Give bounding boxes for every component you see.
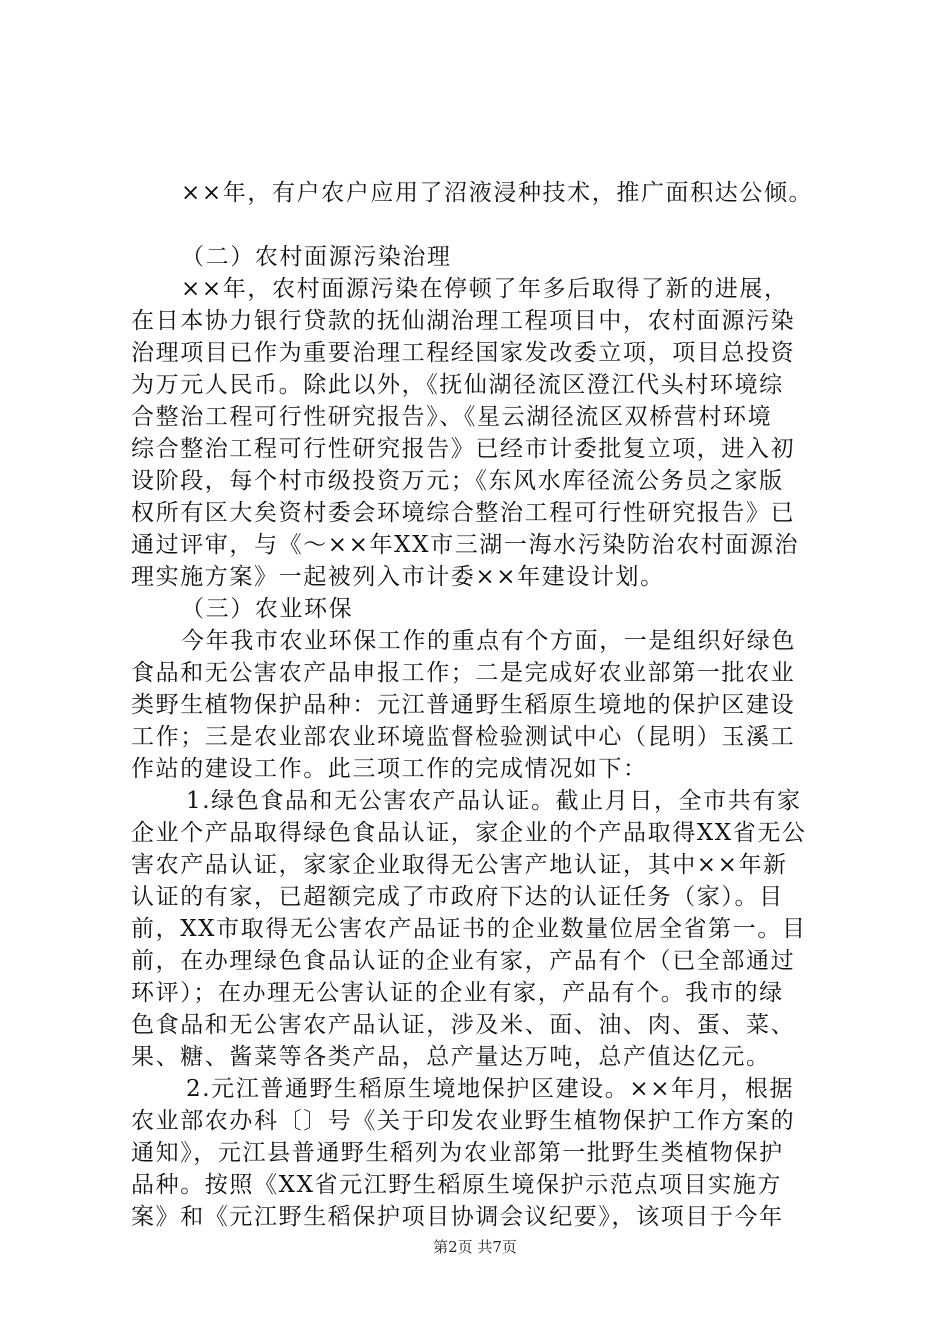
text-line: 权所有区大矣资村委会环境综合整治工程可行性研究报告》已 (131, 500, 796, 526)
text-line: 合整治工程可行性研究报告》、《星云湖径流区双桥营村环境 (131, 404, 773, 430)
text-line: 设阶段，每个村市级投资万元；《东风水库径流公务员之家版 (131, 468, 784, 494)
text-line: 1.绿色食品和无公害农产品认证。截止月日，全市共有家 (186, 788, 802, 814)
text-line: 在日本协力银行贷款的抚仙湖治理工程项目中，农村面源污染 (131, 308, 796, 334)
text-line: 色食品和无公害农产品认证，涉及米、面、油、肉、蛋、菜、 (131, 1012, 796, 1038)
text-line: 理实施方案》一起被列入市计委××年建设计划。 (131, 564, 665, 590)
text-line: 治理项目已作为重要治理工程经国家发改委立项，项目总投资 (131, 340, 796, 366)
section-heading: （三）农业环保 (181, 596, 354, 622)
text-line: 果、糖、酱菜等各类产品，总产量达万吨，总产值达亿元。 (131, 1044, 771, 1070)
text-line: ××年，农村面源污染在停顿了年多后取得了新的进展， (181, 276, 789, 302)
text-line: 通过评审，与《～××年XX市三湖一海水污染防治农村面源治 (131, 532, 800, 558)
text-line: 2.元江普通野生稻原生境地保护区建设。××年月，根据 (186, 1076, 795, 1102)
text-line: 通知》，元江县普通野生稻列为农业部第一批野生类植物保护 (131, 1140, 784, 1166)
text-line: 类野生植物保护品种：元江普通野生稻原生境地的保护区建设 (131, 692, 796, 718)
text-line: ××年，有户农户应用了沼液浸种技术，推广面积达公倾。 (181, 180, 814, 206)
text-line: 害农产品认证，家家企业取得无公害产地认证，其中××年新 (131, 852, 788, 878)
page-number-footer: 第2页 共7页 (433, 1238, 517, 1256)
text-line: 认证的有家，已超额完成了市政府下达的认证任务（家）。目 (131, 884, 784, 910)
text-line: 企业个产品取得绿色食品认证，家企业的个产品取得XX省无公 (131, 820, 807, 846)
text-line: 环评）；在办理无公害认证的企业有家，产品有个。我市的绿 (131, 980, 784, 1006)
text-line: 前，在办理绿色食品认证的企业有家，产品有个（已全部通过 (131, 948, 796, 974)
text-line: 今年我市农业环保工作的重点有个方面，一是组织好绿色 (181, 628, 796, 654)
text-line: 品种。按照《XX省元江野生稻原生境保护示范点项目实施方 (131, 1172, 782, 1198)
text-line: 作站的建设工作。此三项工作的完成情况如下： (131, 756, 648, 782)
text-line: 农业部农办科〔〕号《关于印发农业野生植物保护工作方案的 (131, 1108, 796, 1134)
text-line: 食品和无公害农产品申报工作；二是完成好农业部第一批农业 (131, 660, 796, 686)
text-line: 案》和《元江野生稻保护项目协调会议纪要》，该项目于今年 (131, 1204, 784, 1230)
text-line: 工作；三是农业部农业环境监督检验测试中心（昆明）玉溪工 (131, 724, 796, 750)
text-line: 综合整治工程可行性研究报告》已经市计委批复立项，进入初 (131, 436, 796, 462)
section-heading: （二）农村面源污染治理 (181, 244, 452, 270)
text-line: 为万元人民币。除此以外，《抚仙湖径流区澄江代头村环境综 (131, 372, 784, 398)
text-line: 前，XX市取得无公害农产品证书的企业数量位居全省第一。目 (131, 916, 807, 942)
